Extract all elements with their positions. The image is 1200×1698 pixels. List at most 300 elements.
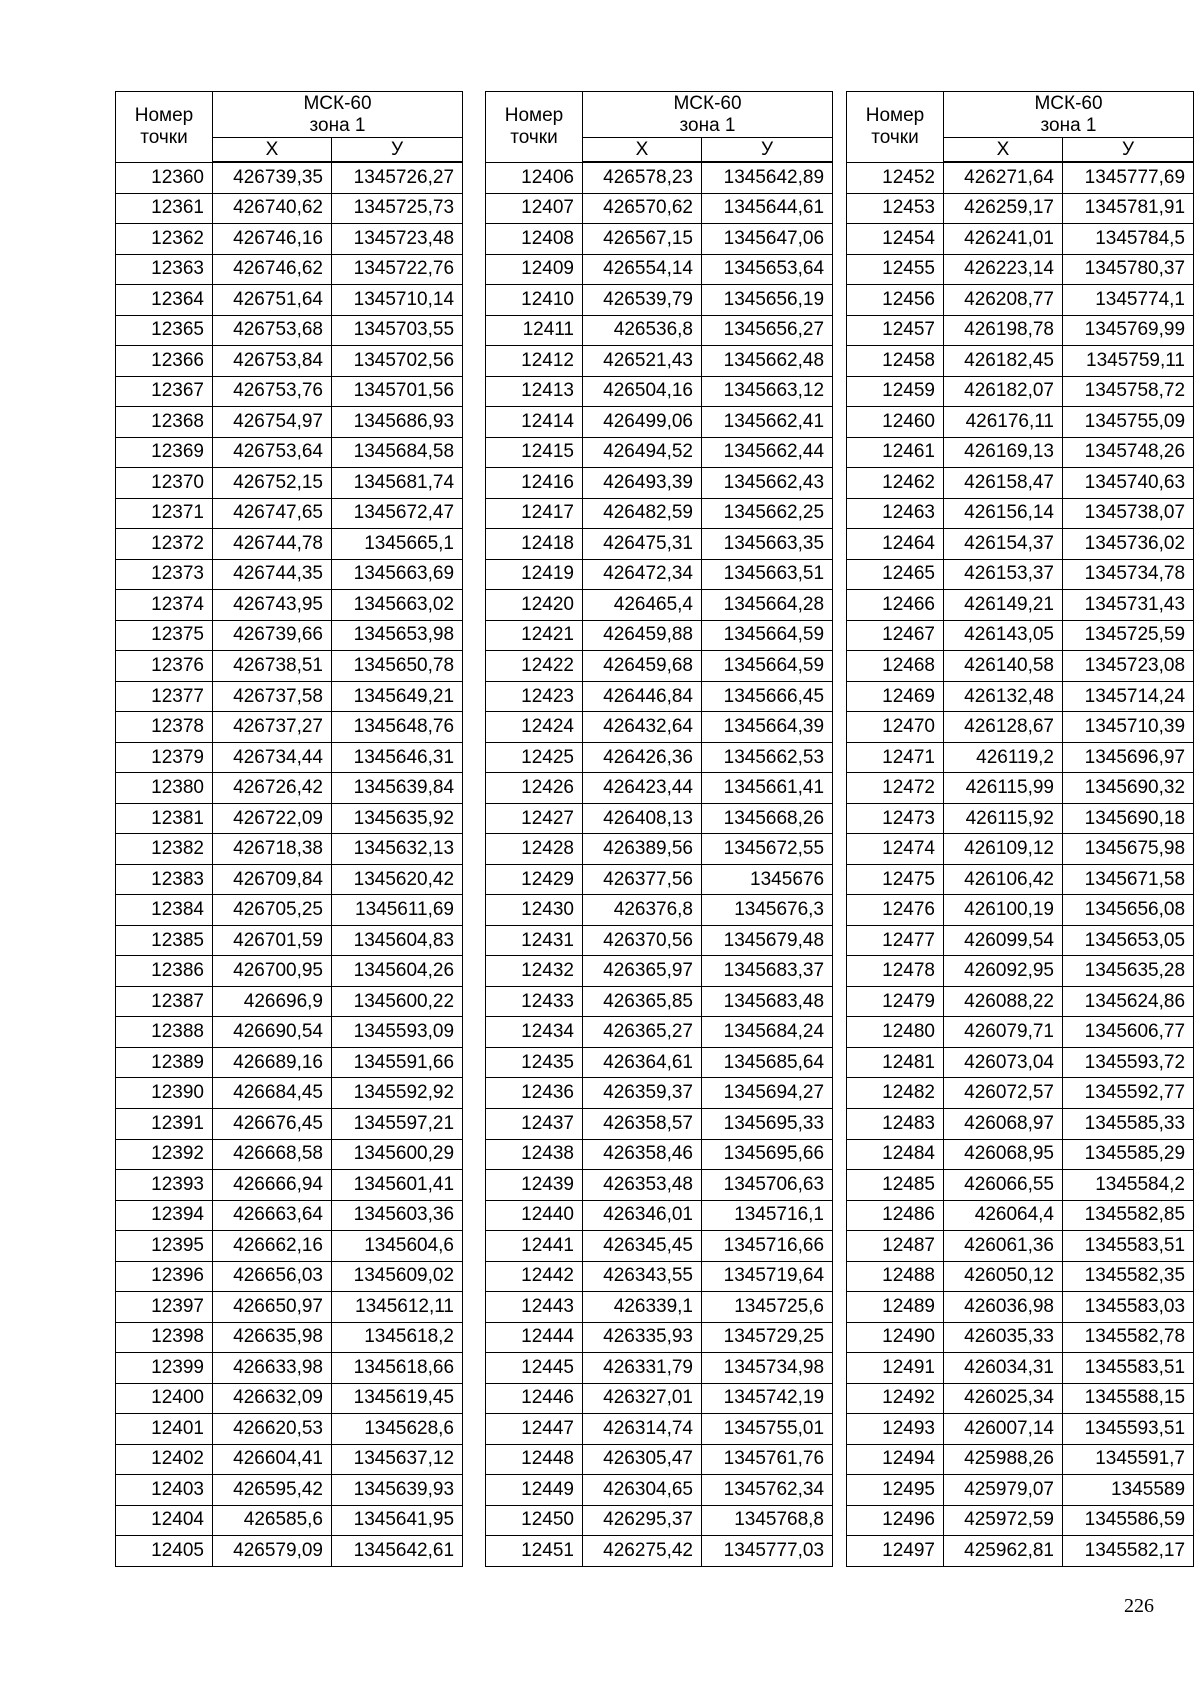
point-number-cell: 12488 bbox=[847, 1261, 944, 1292]
point-number-cell: 12389 bbox=[116, 1047, 213, 1078]
y-coordinate-cell: 1345725,73 bbox=[332, 193, 463, 224]
point-number-cell: 12443 bbox=[486, 1292, 583, 1323]
table-row bbox=[847, 1444, 1194, 1475]
point-number-cell: 12404 bbox=[116, 1505, 213, 1536]
point-number-cell: 12373 bbox=[116, 559, 213, 590]
y-coordinate-cell: 1345583,51 bbox=[1063, 1353, 1194, 1384]
table-row bbox=[486, 1536, 833, 1567]
y-coordinate-cell: 1345647,06 bbox=[702, 224, 833, 255]
table-row bbox=[116, 590, 463, 621]
table-row bbox=[486, 803, 833, 834]
x-coordinate-cell: 426696,9 bbox=[213, 986, 332, 1017]
x-coordinate-cell: 426737,27 bbox=[213, 712, 332, 743]
x-coordinate-cell: 426493,39 bbox=[583, 468, 702, 499]
table-row bbox=[847, 834, 1194, 865]
x-coordinate-cell: 426585,6 bbox=[213, 1505, 332, 1536]
x-coordinate-cell: 426663,64 bbox=[213, 1200, 332, 1231]
x-coordinate-cell: 426726,42 bbox=[213, 773, 332, 804]
y-coordinate-cell: 1345642,61 bbox=[332, 1536, 463, 1567]
x-coordinate-cell: 426050,12 bbox=[944, 1261, 1063, 1292]
point-number-cell: 12414 bbox=[486, 407, 583, 438]
table-row bbox=[486, 864, 833, 895]
table-row bbox=[116, 742, 463, 773]
point-number-cell: 12495 bbox=[847, 1475, 944, 1506]
x-coordinate-cell: 426739,66 bbox=[213, 620, 332, 651]
table-row bbox=[116, 1231, 463, 1262]
x-coordinate-cell: 426140,58 bbox=[944, 651, 1063, 682]
y-coordinate-cell: 1345706,63 bbox=[702, 1170, 833, 1201]
y-coordinate-cell: 1345653,05 bbox=[1063, 925, 1194, 956]
x-coordinate-cell: 426079,71 bbox=[944, 1017, 1063, 1048]
table-row bbox=[847, 1078, 1194, 1109]
y-coordinate-cell: 1345635,92 bbox=[332, 803, 463, 834]
table-row bbox=[847, 773, 1194, 804]
x-coordinate-cell: 426753,68 bbox=[213, 315, 332, 346]
table-row bbox=[116, 437, 463, 468]
x-coordinate-cell: 426061,36 bbox=[944, 1231, 1063, 1262]
point-number-cell: 12383 bbox=[116, 864, 213, 895]
point-number-cell: 12476 bbox=[847, 895, 944, 926]
table-row bbox=[847, 559, 1194, 590]
y-coordinate-cell: 1345662,48 bbox=[702, 346, 833, 377]
table-row bbox=[116, 193, 463, 224]
x-coordinate-cell: 426465,4 bbox=[583, 590, 702, 621]
y-coordinate-cell: 1345683,48 bbox=[702, 986, 833, 1017]
table-row bbox=[486, 498, 833, 529]
x-coordinate-cell: 426666,94 bbox=[213, 1170, 332, 1201]
y-coordinate-cell: 1345653,98 bbox=[332, 620, 463, 651]
table-row bbox=[486, 315, 833, 346]
point-number-cell: 12367 bbox=[116, 376, 213, 407]
x-coordinate-cell: 426656,03 bbox=[213, 1261, 332, 1292]
table-row bbox=[486, 376, 833, 407]
table-row bbox=[116, 895, 463, 926]
x-coordinate-cell: 426595,42 bbox=[213, 1475, 332, 1506]
point-number-cell: 12471 bbox=[847, 742, 944, 773]
point-number-cell: 12477 bbox=[847, 925, 944, 956]
table-row bbox=[486, 254, 833, 285]
table-row bbox=[847, 315, 1194, 346]
table-row bbox=[486, 1170, 833, 1201]
table-row bbox=[486, 712, 833, 743]
table-row bbox=[486, 590, 833, 621]
y-coordinate-cell: 1345742,19 bbox=[702, 1383, 833, 1414]
point-number-cell: 12398 bbox=[116, 1322, 213, 1353]
table-row bbox=[847, 895, 1194, 926]
y-coordinate-cell: 1345696,97 bbox=[1063, 742, 1194, 773]
x-coordinate-cell: 426482,59 bbox=[583, 498, 702, 529]
point-number-cell: 12375 bbox=[116, 620, 213, 651]
y-coordinate-cell: 1345748,26 bbox=[1063, 437, 1194, 468]
table-row bbox=[847, 407, 1194, 438]
x-coordinate-cell: 426632,09 bbox=[213, 1383, 332, 1414]
x-coordinate-cell: 426743,95 bbox=[213, 590, 332, 621]
point-number-cell: 12435 bbox=[486, 1047, 583, 1078]
x-coordinate-cell: 426554,14 bbox=[583, 254, 702, 285]
table-row bbox=[116, 1292, 463, 1323]
y-coordinate-cell: 1345612,11 bbox=[332, 1292, 463, 1323]
y-coordinate-cell: 1345703,55 bbox=[332, 315, 463, 346]
x-coordinate-cell: 426365,27 bbox=[583, 1017, 702, 1048]
point-number-cell: 12428 bbox=[486, 834, 583, 865]
table-row bbox=[486, 559, 833, 590]
table-row bbox=[116, 224, 463, 255]
point-number-cell: 12483 bbox=[847, 1108, 944, 1139]
table-row bbox=[847, 1536, 1194, 1567]
point-number-cell: 12489 bbox=[847, 1292, 944, 1323]
point-number-cell: 12484 bbox=[847, 1139, 944, 1170]
table-row bbox=[116, 559, 463, 590]
x-coordinate-cell: 426072,57 bbox=[944, 1078, 1063, 1109]
x-coordinate-cell: 426305,47 bbox=[583, 1444, 702, 1475]
y-coordinate-cell: 1345685,64 bbox=[702, 1047, 833, 1078]
y-coordinate-cell: 1345695,33 bbox=[702, 1108, 833, 1139]
x-coordinate-cell: 426073,04 bbox=[944, 1047, 1063, 1078]
y-coordinate-cell: 1345618,66 bbox=[332, 1353, 463, 1384]
point-number-cell: 12388 bbox=[116, 1017, 213, 1048]
y-coordinate-cell: 1345780,37 bbox=[1063, 254, 1194, 285]
table-row bbox=[486, 1078, 833, 1109]
table-row bbox=[486, 1047, 833, 1078]
y-coordinate-cell: 1345648,76 bbox=[332, 712, 463, 743]
point-number-cell: 12439 bbox=[486, 1170, 583, 1201]
y-coordinate-cell: 1345664,28 bbox=[702, 590, 833, 621]
table-row bbox=[847, 224, 1194, 255]
x-coordinate-cell: 426335,93 bbox=[583, 1322, 702, 1353]
point-number-cell: 12462 bbox=[847, 468, 944, 499]
point-number-cell: 12440 bbox=[486, 1200, 583, 1231]
table-row bbox=[847, 498, 1194, 529]
table-row bbox=[486, 1505, 833, 1536]
point-number-cell: 12437 bbox=[486, 1108, 583, 1139]
y-coordinate-cell: 1345586,59 bbox=[1063, 1505, 1194, 1536]
table-row bbox=[116, 1170, 463, 1201]
y-coordinate-cell: 1345637,12 bbox=[332, 1444, 463, 1475]
table-row bbox=[116, 498, 463, 529]
y-coordinate-cell: 1345668,26 bbox=[702, 803, 833, 834]
x-coordinate-cell: 426314,74 bbox=[583, 1414, 702, 1445]
point-number-cell: 12400 bbox=[116, 1383, 213, 1414]
table-row bbox=[116, 376, 463, 407]
y-coordinate-cell: 1345619,45 bbox=[332, 1383, 463, 1414]
x-coordinate-cell: 426370,56 bbox=[583, 925, 702, 956]
y-coordinate-cell: 1345781,91 bbox=[1063, 193, 1194, 224]
point-number-cell: 12374 bbox=[116, 590, 213, 621]
y-coordinate-cell: 1345695,66 bbox=[702, 1139, 833, 1170]
point-number-cell: 12420 bbox=[486, 590, 583, 621]
x-coordinate-cell: 425988,26 bbox=[944, 1444, 1063, 1475]
table-row bbox=[847, 529, 1194, 560]
table-row bbox=[847, 956, 1194, 987]
table-row bbox=[116, 773, 463, 804]
point-number-cell: 12472 bbox=[847, 773, 944, 804]
point-number-cell: 12452 bbox=[847, 162, 944, 193]
table-row bbox=[847, 346, 1194, 377]
x-coordinate-cell: 426064,4 bbox=[944, 1200, 1063, 1231]
table-row bbox=[116, 285, 463, 316]
x-coordinate-cell: 426709,84 bbox=[213, 864, 332, 895]
y-coordinate-cell: 1345761,76 bbox=[702, 1444, 833, 1475]
point-number-cell: 12378 bbox=[116, 712, 213, 743]
y-coordinate-cell: 1345671,58 bbox=[1063, 864, 1194, 895]
y-column-header: У bbox=[332, 138, 463, 163]
x-coordinate-cell: 426143,05 bbox=[944, 620, 1063, 651]
table-row bbox=[847, 162, 1194, 193]
point-number-cell: 12468 bbox=[847, 651, 944, 682]
x-coordinate-cell: 426740,62 bbox=[213, 193, 332, 224]
coordinates-table-2 bbox=[485, 91, 833, 1567]
point-number-cell: 12385 bbox=[116, 925, 213, 956]
y-coordinate-cell: 1345726,27 bbox=[332, 162, 463, 193]
table-row bbox=[847, 1505, 1194, 1536]
x-column-header: X bbox=[583, 138, 702, 163]
x-coordinate-cell: 426701,59 bbox=[213, 925, 332, 956]
coordinates-table-3 bbox=[846, 91, 1194, 1567]
table-row bbox=[116, 986, 463, 1017]
point-number-cell: 12366 bbox=[116, 346, 213, 377]
x-coordinate-cell: 426472,34 bbox=[583, 559, 702, 590]
table-row bbox=[116, 254, 463, 285]
point-number-cell: 12457 bbox=[847, 315, 944, 346]
x-coordinate-cell: 426149,21 bbox=[944, 590, 1063, 621]
y-coordinate-cell: 1345624,86 bbox=[1063, 986, 1194, 1017]
y-coordinate-cell: 1345585,29 bbox=[1063, 1139, 1194, 1170]
point-number-cell: 12387 bbox=[116, 986, 213, 1017]
y-coordinate-cell: 1345639,93 bbox=[332, 1475, 463, 1506]
table-row bbox=[486, 1108, 833, 1139]
point-number-cell: 12409 bbox=[486, 254, 583, 285]
table-row bbox=[116, 1200, 463, 1231]
x-coordinate-cell: 426359,37 bbox=[583, 1078, 702, 1109]
x-coordinate-cell: 426275,42 bbox=[583, 1536, 702, 1567]
y-coordinate-cell: 1345582,85 bbox=[1063, 1200, 1194, 1231]
y-coordinate-cell: 1345676,3 bbox=[702, 895, 833, 926]
point-number-cell: 12481 bbox=[847, 1047, 944, 1078]
y-coordinate-cell: 1345593,09 bbox=[332, 1017, 463, 1048]
table-row bbox=[116, 1322, 463, 1353]
table-row bbox=[847, 681, 1194, 712]
point-number-cell: 12371 bbox=[116, 498, 213, 529]
point-number-cell: 12399 bbox=[116, 1353, 213, 1384]
table-row bbox=[486, 529, 833, 560]
x-coordinate-cell: 426754,97 bbox=[213, 407, 332, 438]
point-number-cell: 12470 bbox=[847, 712, 944, 743]
y-coordinate-cell: 1345639,84 bbox=[332, 773, 463, 804]
table-row bbox=[847, 864, 1194, 895]
point-number-cell: 12447 bbox=[486, 1414, 583, 1445]
point-number-cell: 12417 bbox=[486, 498, 583, 529]
point-number-cell: 12379 bbox=[116, 742, 213, 773]
x-coordinate-cell: 426604,41 bbox=[213, 1444, 332, 1475]
table-row bbox=[486, 742, 833, 773]
table-row bbox=[486, 1231, 833, 1262]
y-coordinate-cell: 1345716,1 bbox=[702, 1200, 833, 1231]
y-coordinate-cell: 1345736,02 bbox=[1063, 529, 1194, 560]
point-number-cell: 12423 bbox=[486, 681, 583, 712]
y-coordinate-cell: 1345663,12 bbox=[702, 376, 833, 407]
x-coordinate-cell: 426746,16 bbox=[213, 224, 332, 255]
table-row bbox=[486, 773, 833, 804]
y-coordinate-cell: 1345666,45 bbox=[702, 681, 833, 712]
y-coordinate-cell: 1345723,08 bbox=[1063, 651, 1194, 682]
x-coordinate-cell: 426036,98 bbox=[944, 1292, 1063, 1323]
x-coordinate-cell: 426376,8 bbox=[583, 895, 702, 926]
table-row bbox=[116, 407, 463, 438]
x-coordinate-cell: 426182,45 bbox=[944, 346, 1063, 377]
point-number-cell: 12479 bbox=[847, 986, 944, 1017]
y-coordinate-cell: 1345729,25 bbox=[702, 1322, 833, 1353]
x-coordinate-cell: 426223,14 bbox=[944, 254, 1063, 285]
x-coordinate-cell: 426746,62 bbox=[213, 254, 332, 285]
table-row bbox=[847, 1231, 1194, 1262]
y-coordinate-cell: 1345604,26 bbox=[332, 956, 463, 987]
y-coordinate-cell: 1345740,63 bbox=[1063, 468, 1194, 499]
point-number-cell: 12376 bbox=[116, 651, 213, 682]
y-coordinate-cell: 1345716,66 bbox=[702, 1231, 833, 1262]
x-coordinate-cell: 426364,61 bbox=[583, 1047, 702, 1078]
x-coordinate-cell: 426722,09 bbox=[213, 803, 332, 834]
point-number-cell: 12456 bbox=[847, 285, 944, 316]
x-coordinate-cell: 426567,15 bbox=[583, 224, 702, 255]
x-coordinate-cell: 426753,64 bbox=[213, 437, 332, 468]
table-row bbox=[847, 1353, 1194, 1384]
y-coordinate-cell: 1345665,1 bbox=[332, 529, 463, 560]
table-row bbox=[116, 1444, 463, 1475]
table-row bbox=[847, 1139, 1194, 1170]
y-coordinate-cell: 1345663,35 bbox=[702, 529, 833, 560]
point-number-cell: 12450 bbox=[486, 1505, 583, 1536]
table-row bbox=[486, 986, 833, 1017]
table-row bbox=[847, 1322, 1194, 1353]
point-number-cell: 12429 bbox=[486, 864, 583, 895]
y-coordinate-cell: 1345755,09 bbox=[1063, 407, 1194, 438]
point-number-cell: 12455 bbox=[847, 254, 944, 285]
table-row bbox=[486, 620, 833, 651]
x-coordinate-cell: 426169,13 bbox=[944, 437, 1063, 468]
table-row bbox=[486, 1261, 833, 1292]
table-row bbox=[847, 712, 1194, 743]
y-coordinate-cell: 1345582,35 bbox=[1063, 1261, 1194, 1292]
point-number-cell: 12394 bbox=[116, 1200, 213, 1231]
y-coordinate-cell: 1345664,39 bbox=[702, 712, 833, 743]
point-number-cell: 12464 bbox=[847, 529, 944, 560]
y-coordinate-cell: 1345774,1 bbox=[1063, 285, 1194, 316]
x-coordinate-cell: 425962,81 bbox=[944, 1536, 1063, 1567]
x-coordinate-cell: 426365,97 bbox=[583, 956, 702, 987]
y-coordinate-cell: 1345600,29 bbox=[332, 1139, 463, 1170]
point-number-cell: 12369 bbox=[116, 437, 213, 468]
table-row bbox=[116, 1383, 463, 1414]
table-row bbox=[486, 224, 833, 255]
y-coordinate-cell: 1345719,64 bbox=[702, 1261, 833, 1292]
table-row bbox=[847, 1047, 1194, 1078]
table-row bbox=[116, 1108, 463, 1139]
point-number-cell: 12466 bbox=[847, 590, 944, 621]
y-coordinate-cell: 1345722,76 bbox=[332, 254, 463, 285]
table-row bbox=[116, 1017, 463, 1048]
point-number-cell: 12486 bbox=[847, 1200, 944, 1231]
y-coordinate-cell: 1345601,41 bbox=[332, 1170, 463, 1201]
table-row bbox=[116, 1475, 463, 1506]
y-coordinate-cell: 1345650,78 bbox=[332, 651, 463, 682]
x-coordinate-cell: 426459,68 bbox=[583, 651, 702, 682]
x-coordinate-cell: 426744,35 bbox=[213, 559, 332, 590]
point-number-cell: 12372 bbox=[116, 529, 213, 560]
table-row bbox=[116, 1078, 463, 1109]
x-coordinate-cell: 426633,98 bbox=[213, 1353, 332, 1384]
table-row bbox=[847, 1108, 1194, 1139]
x-coordinate-cell: 426662,16 bbox=[213, 1231, 332, 1262]
point-number-cell: 12427 bbox=[486, 803, 583, 834]
table-row bbox=[847, 1292, 1194, 1323]
table-row bbox=[116, 162, 463, 193]
x-coordinate-cell: 426295,37 bbox=[583, 1505, 702, 1536]
x-coordinate-cell: 426176,11 bbox=[944, 407, 1063, 438]
table-row bbox=[116, 1505, 463, 1536]
x-coordinate-cell: 426106,42 bbox=[944, 864, 1063, 895]
y-coordinate-cell: 1345681,74 bbox=[332, 468, 463, 499]
x-coordinate-cell: 426132,48 bbox=[944, 681, 1063, 712]
point-number-cell: 12407 bbox=[486, 193, 583, 224]
point-number-cell: 12485 bbox=[847, 1170, 944, 1201]
point-number-cell: 12458 bbox=[847, 346, 944, 377]
point-number-cell: 12438 bbox=[486, 1139, 583, 1170]
point-number-cell: 12496 bbox=[847, 1505, 944, 1536]
page-number: 226 bbox=[1124, 1595, 1154, 1617]
table-row bbox=[486, 468, 833, 499]
coordinate-system-header: МСК-60 зона 1 bbox=[583, 92, 833, 138]
point-number-cell: 12475 bbox=[847, 864, 944, 895]
point-number-cell: 12444 bbox=[486, 1322, 583, 1353]
point-number-cell: 12445 bbox=[486, 1353, 583, 1384]
y-coordinate-cell: 1345591,7 bbox=[1063, 1444, 1194, 1475]
y-coordinate-cell: 1345710,14 bbox=[332, 285, 463, 316]
point-number-cell: 12431 bbox=[486, 925, 583, 956]
x-coordinate-cell: 426099,54 bbox=[944, 925, 1063, 956]
y-coordinate-cell: 1345656,27 bbox=[702, 315, 833, 346]
table-row bbox=[116, 468, 463, 499]
point-number-cell: 12410 bbox=[486, 285, 583, 316]
x-coordinate-cell: 426747,65 bbox=[213, 498, 332, 529]
coordinate-system-header: МСК-60 зона 1 bbox=[213, 92, 463, 138]
y-column-header: У bbox=[1063, 138, 1194, 163]
point-number-cell: 12361 bbox=[116, 193, 213, 224]
table-row bbox=[486, 193, 833, 224]
x-coordinate-cell: 426650,97 bbox=[213, 1292, 332, 1323]
y-coordinate-cell: 1345584,2 bbox=[1063, 1170, 1194, 1201]
coordinates-table-1 bbox=[115, 91, 463, 1567]
table-row bbox=[847, 986, 1194, 1017]
point-number-cell: 12415 bbox=[486, 437, 583, 468]
y-coordinate-cell: 1345649,21 bbox=[332, 681, 463, 712]
point-number-cell: 12364 bbox=[116, 285, 213, 316]
x-coordinate-cell: 426499,06 bbox=[583, 407, 702, 438]
point-number-cell: 12460 bbox=[847, 407, 944, 438]
x-coordinate-cell: 426578,23 bbox=[583, 162, 702, 193]
table-row bbox=[486, 285, 833, 316]
point-number-cell: 12363 bbox=[116, 254, 213, 285]
table-row bbox=[847, 925, 1194, 956]
table-row bbox=[847, 1017, 1194, 1048]
x-coordinate-cell: 426327,01 bbox=[583, 1383, 702, 1414]
y-coordinate-cell: 1345762,34 bbox=[702, 1475, 833, 1506]
table-row bbox=[847, 1475, 1194, 1506]
x-coordinate-cell: 426241,01 bbox=[944, 224, 1063, 255]
y-coordinate-cell: 1345738,07 bbox=[1063, 498, 1194, 529]
table-row bbox=[116, 834, 463, 865]
y-coordinate-cell: 1345661,41 bbox=[702, 773, 833, 804]
point-number-cell: 12365 bbox=[116, 315, 213, 346]
